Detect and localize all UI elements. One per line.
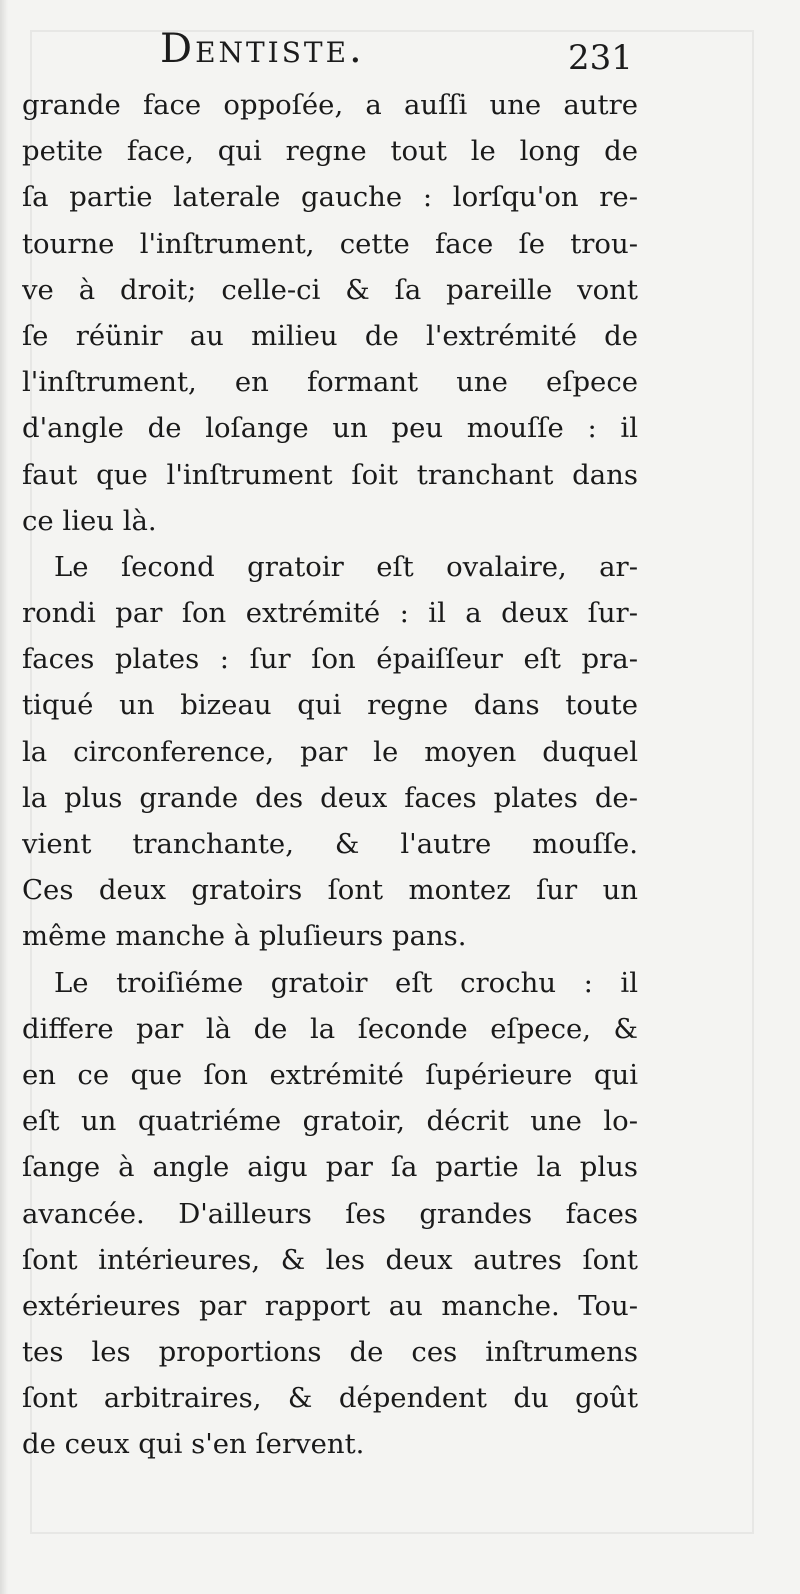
text-line: extérieures par rapport au manche. Tou- xyxy=(22,1289,638,1322)
text-line: ſa partie laterale gauche : lorſqu'on re- xyxy=(22,181,638,214)
page-edge xyxy=(0,0,8,1594)
text-line: faces plates : ſur ſon épaiſſeur eſt pra- xyxy=(22,643,638,676)
text-line: vient tranchante, & l'autre mouſſe. xyxy=(22,828,638,860)
page-number: 231 xyxy=(568,38,633,78)
body-text xyxy=(22,82,638,1468)
paragraph-start-line: Le troiſiéme gratoir eſt crochu : il xyxy=(54,966,638,999)
text-line: tiqué un bizeau qui regne dans toute xyxy=(22,689,638,722)
text-line: la plus grande des deux faces plates de- xyxy=(22,781,638,814)
text-line: faut que l'inſtrument ſoit tranchant dans xyxy=(22,458,638,491)
page-header xyxy=(0,26,800,86)
text-line: ſange à angle aigu par ſa partie la plus xyxy=(22,1151,638,1184)
text-line: ſont intérieures, & les deux autres ſont xyxy=(22,1243,638,1276)
text-line: de ceux qui s'en ſervent. xyxy=(22,1428,365,1461)
text-line: ve à droit; celle-ci & ſa pareille vont xyxy=(22,273,638,306)
text-line: l'inſtrument, en formant une eſpece xyxy=(22,366,638,399)
text-line: grande face oppoſée, a auſſi une autre xyxy=(22,89,638,121)
paragraph-start-line: Le ſecond gratoir eſt ovalaire, ar- xyxy=(54,550,638,583)
text-line: tes les proportions de ces inſtrumens xyxy=(22,1336,638,1369)
text-line: même manche à pluſieurs pans. xyxy=(22,920,467,953)
text-line: ſont arbitraires, & dépendent du goût xyxy=(22,1382,638,1415)
text-line: rondi par ſon extrémité : il a deux ſur- xyxy=(22,597,638,630)
text-line: en ce que ſon extrémité ſupérieure qui xyxy=(22,1058,638,1091)
text-line: d'angle de loſange un peu mouſſe : il xyxy=(22,412,638,445)
text-line: ſe réünir au milieu de l'extrémité de xyxy=(22,319,638,352)
text-line: differe par là de la ſeconde eſpece, & xyxy=(22,1012,638,1045)
text-line: avancée. D'ailleurs ſes grandes faces xyxy=(22,1197,638,1230)
text-line: petite face, qui regne tout le long de xyxy=(22,135,638,168)
text-line: la circonference, par le moyen duquel xyxy=(22,735,638,768)
text-line: Ces deux gratoirs ſont montez ſur un xyxy=(22,874,638,907)
text-line: tourne l'inſtrument, cette face ſe trou- xyxy=(22,227,638,260)
text-line: ce lieu là. xyxy=(22,504,157,537)
text-line: eſt un quatriéme gratoir, décrit une lo- xyxy=(22,1105,638,1138)
running-title: Dentiste. xyxy=(160,26,365,72)
